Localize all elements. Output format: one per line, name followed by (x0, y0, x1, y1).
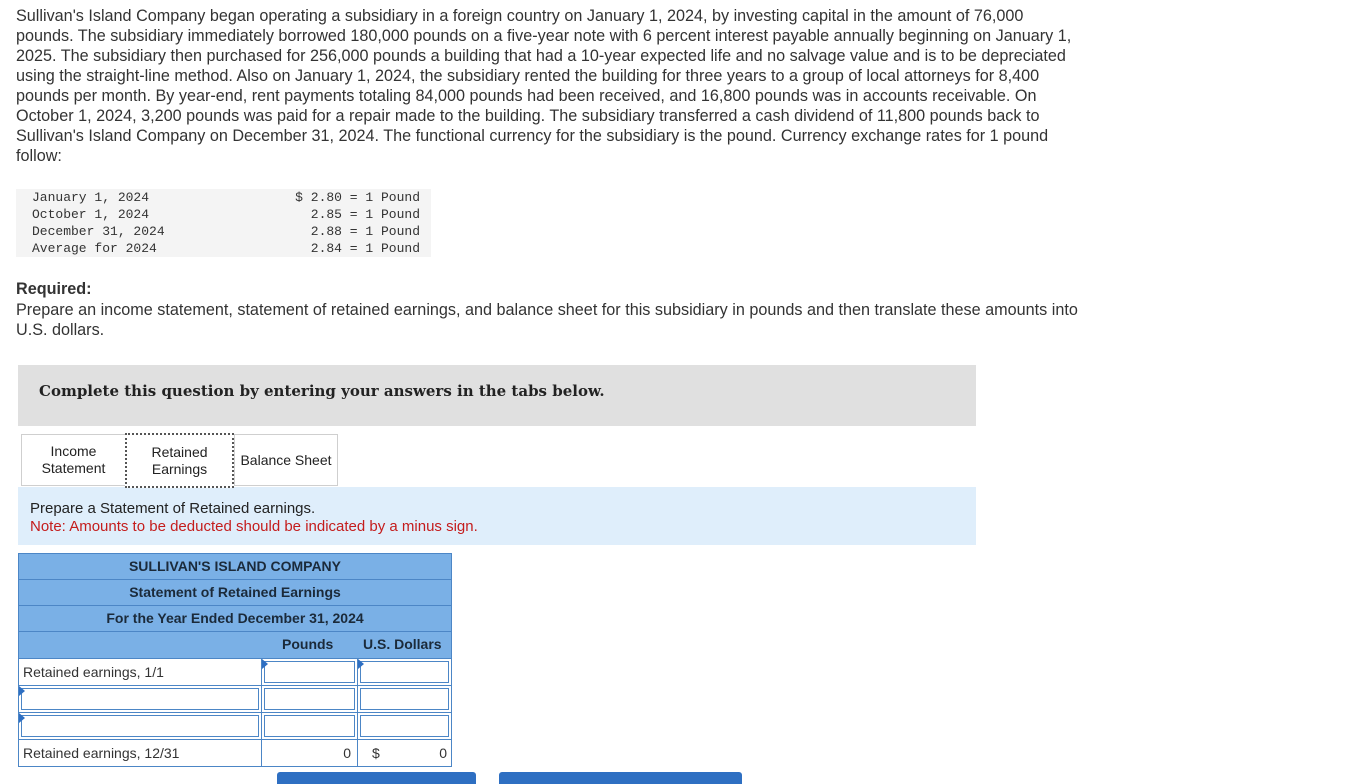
usd-total: 0 (439, 745, 447, 761)
next-tab-button[interactable] (499, 772, 742, 784)
usd-cell (357, 659, 451, 685)
input-marker-icon (19, 686, 25, 696)
label-cell (19, 713, 261, 739)
column-header-row (18, 631, 452, 659)
tab-income-statement[interactable] (21, 434, 125, 486)
label-input[interactable] (21, 715, 259, 737)
instructions-banner (18, 365, 976, 426)
input-marker-icon (19, 713, 25, 723)
column-header-pounds: Pounds (282, 636, 334, 652)
pounds-input[interactable] (264, 715, 355, 737)
rate-date: October 1, 2024 (16, 206, 280, 223)
pounds-total: 0 (261, 740, 357, 766)
input-marker-icon (358, 659, 364, 669)
rate-row (16, 206, 431, 223)
rate-value: $ 2.80 = 1 Pound (280, 189, 431, 206)
prev-tab-button[interactable] (277, 772, 476, 784)
pounds-cell (261, 659, 357, 685)
banner-text: Complete this question by entering your answers in the tabs below. (39, 382, 605, 400)
note-text: Note: Amounts to be deducted should be indicated by a minus sign. (30, 518, 478, 535)
pounds-cell (261, 713, 357, 739)
rate-value: 2.88 = 1 Pound (280, 223, 431, 240)
exchange-rate-table (16, 189, 431, 257)
required-title: Required: (16, 280, 92, 298)
required-text: Prepare an income statement, statement of retained earnings, and balance sheet for this subsidiary in pounds and then translate these amounts into U.S. dollars. (16, 301, 1078, 339)
retained-earnings-statement (18, 553, 452, 767)
usd-cell (357, 713, 451, 739)
statement-title: Statement of Retained Earnings (18, 579, 452, 605)
row-label: Retained earnings, 1/1 (23, 664, 164, 680)
table-row (18, 713, 452, 740)
tab-balance-sheet[interactable] (234, 434, 338, 486)
rate-value: 2.84 = 1 Pound (280, 240, 431, 257)
usd-input[interactable] (360, 661, 449, 683)
pounds-cell (261, 686, 357, 712)
rate-date: Average for 2024 (16, 240, 280, 257)
tab-label: Income Statement (41, 443, 106, 476)
rate-date: December 31, 2024 (16, 223, 280, 240)
tab-panel-instructions (18, 487, 976, 545)
table-row (18, 686, 452, 713)
total-row (18, 740, 452, 767)
rate-row (16, 223, 431, 240)
label-cell (19, 686, 261, 712)
tab-label: Retained Earnings (151, 443, 208, 477)
rate-row (16, 189, 431, 206)
usd-input[interactable] (360, 688, 449, 710)
rate-row (16, 240, 431, 257)
problem-text: Sullivan's Island Company began operating a subsidiary in a foreign country on January 1, 2024, by investing capital in the amount of 76,000 pounds. The subsidiary immediately borrowed 180,000 pounds on a five-year note with 6 percent interest payable annually beginning on January 1, 2025. The subsidiary then purchased for 256,000 pounds a building that had a 10-year expected life and no salvage value and is to be depreciated using the straight-line method. Also on January 1, 2024, the subsidiary rented the building for three years to a group of local attorneys for 8,400 pounds per month. By year-end, rent payments totaling 84,000 pounds had been received, and 16,800 pounds was in accounts receivable. On October 1, 2024, 3,200 pounds was paid for a repair made to the building. The subsidiary transferred a cash dividend of 11,800 pounds back to Sullivan's Island Company on December 31, 2024. The functional currency for the subsidiary is the pound. Currency exchange rates for 1 pound follow: (16, 7, 1072, 165)
pounds-input[interactable] (264, 688, 355, 710)
tab-retained-earnings[interactable] (125, 433, 234, 488)
usd-total-cell (357, 740, 451, 766)
instruction-text: Prepare a Statement of Retained earnings. (30, 500, 316, 517)
table-row (18, 659, 452, 686)
tab-label: Balance Sheet (240, 451, 332, 468)
usd-input[interactable] (360, 715, 449, 737)
rate-date: January 1, 2024 (16, 189, 280, 206)
usd-cell (357, 686, 451, 712)
input-marker-icon (262, 659, 268, 669)
statement-period: For the Year Ended December 31, 2024 (18, 605, 452, 631)
rate-value: 2.85 = 1 Pound (280, 206, 431, 223)
label-input[interactable] (21, 688, 259, 710)
company-name: SULLIVAN'S ISLAND COMPANY (18, 553, 452, 579)
column-header-usd: U.S. Dollars (363, 636, 442, 652)
row-label: Retained earnings, 12/31 (23, 745, 180, 761)
pounds-input[interactable] (264, 661, 355, 683)
dollar-sign: $ (372, 745, 380, 761)
